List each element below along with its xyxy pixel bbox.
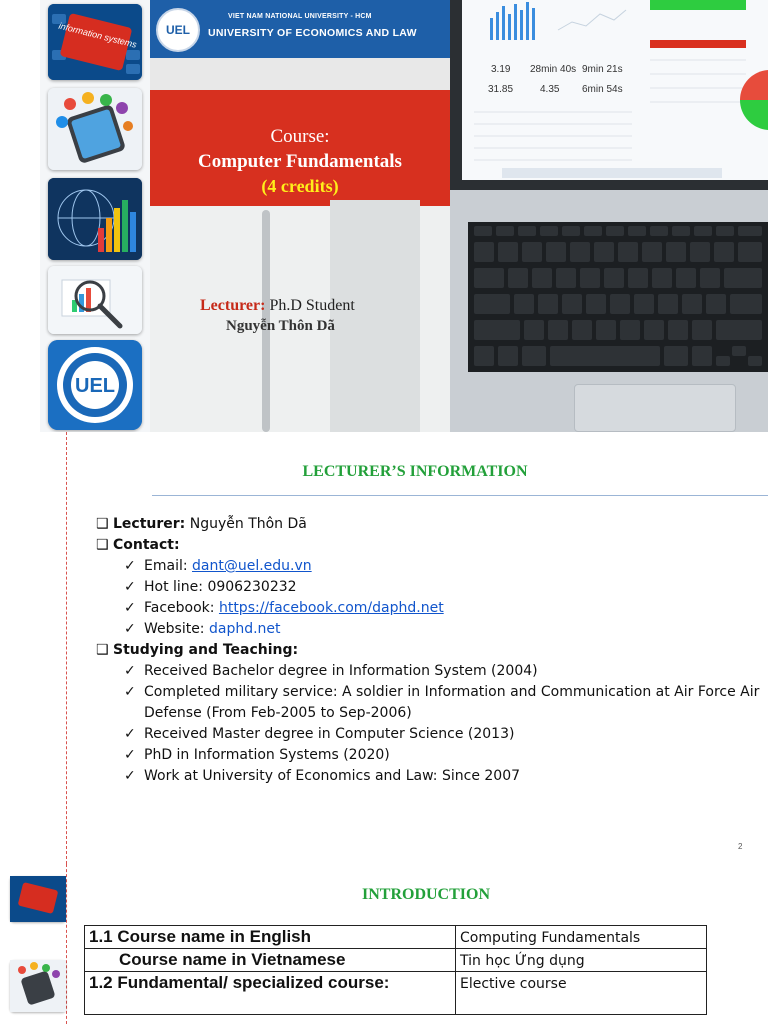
information-systems-thumbnail (48, 4, 142, 80)
list-item (96, 724, 766, 745)
screen-stat: 4.35 (540, 84, 560, 95)
list-item (96, 661, 766, 682)
list-item (96, 598, 766, 619)
mobile-apps-thumbnail (48, 88, 142, 170)
banner-divider (150, 58, 450, 90)
checkbox-bullet-icon: ❑ (96, 642, 109, 658)
checkmark-icon: ✓ (124, 768, 136, 784)
list-item (96, 640, 766, 661)
list-item (96, 535, 766, 556)
lecturer-label: Lecturer: (200, 297, 266, 314)
checkbox-bullet-icon: ❑ (96, 516, 109, 532)
checkbox-bullet-icon: ❑ (96, 537, 109, 553)
table-row (85, 972, 707, 1015)
checkmark-icon: ✓ (124, 600, 136, 616)
table-key: 1.2 Fundamental/ specialized course: (85, 972, 456, 1015)
mobile-apps-thumbnail (10, 960, 66, 1012)
uel-logo-text: UEL (75, 375, 115, 397)
screen-stat: 6min 54s (582, 84, 623, 95)
career-item: Received Bachelor degree in Information System (2004) (144, 663, 538, 679)
studying-label: Studying and Teaching: (113, 642, 299, 658)
screen-stat: 31.85 (488, 84, 514, 95)
career-item: PhD in Information Systems (2020) (144, 747, 390, 763)
lecturer-label: Lecturer: (113, 516, 186, 532)
career-item: Work at University of Economics and Law: Since 2007 (144, 768, 521, 784)
notepad-image (330, 200, 420, 432)
slide-title: INTRODUCTION (361, 886, 490, 903)
list-item (96, 514, 766, 535)
checkmark-icon: ✓ (124, 663, 136, 679)
hotline-text: Hot line: 0906230232 (144, 579, 297, 595)
data-globe-thumbnail (48, 178, 142, 260)
title-divider (152, 495, 768, 496)
course-info-table (84, 925, 707, 1015)
list-item (96, 619, 766, 640)
checkmark-icon: ✓ (124, 684, 136, 700)
analytics-magnifier-thumbnail (48, 266, 142, 334)
margin-guide (66, 432, 67, 864)
uel-header-logo: UEL (156, 8, 200, 52)
website-label: Website: (144, 621, 205, 637)
website-link[interactable]: daphd.net (208, 621, 281, 637)
list-item (96, 745, 766, 766)
screen-stat: 3.19 (491, 64, 511, 75)
course-name: Computer Fundamentals (198, 151, 402, 172)
introduction-slide (0, 864, 768, 1024)
course-credits: (4 credits) (261, 176, 339, 196)
table-value: Elective course (456, 972, 707, 1015)
vnu-heading: VIET NAM NATIONAL UNIVERSITY - HCM (228, 13, 372, 20)
checkmark-icon: ✓ (124, 726, 136, 742)
list-item (96, 556, 766, 577)
table-row (85, 949, 707, 972)
lecturer-line (200, 297, 355, 315)
email-label: Email: (144, 558, 188, 574)
university-name: UNIVERSITY OF ECONOMICS AND LAW (208, 27, 417, 39)
lecturer-info-slide (0, 432, 768, 864)
keyboard (468, 222, 768, 372)
lecturer-title: Ph.D Student (269, 297, 355, 314)
course-label: Course: (270, 126, 330, 147)
email-link[interactable]: dant@uel.edu.vn (192, 558, 312, 574)
thumb-info-label: information systems (57, 20, 138, 50)
lecturer-name: Nguyễn Thôn Dã (189, 516, 307, 532)
lecturer-info-list (96, 514, 766, 787)
screen-stat: 9min 21s (582, 64, 623, 75)
trackpad (574, 384, 736, 432)
table-value: Computing Fundamentals (456, 926, 707, 949)
checkmark-icon: ✓ (124, 579, 136, 595)
facebook-label: Facebook: (144, 600, 215, 616)
table-key: 1.1 Course name in English (85, 926, 456, 949)
table-row (85, 926, 707, 949)
list-item (96, 577, 766, 598)
title-slide (0, 0, 768, 432)
table-key: Course name in Vietnamese (85, 949, 456, 972)
list-item (96, 766, 766, 787)
slide-title: LECTURER’S INFORMATION (302, 463, 528, 480)
contact-label: Contact: (113, 537, 180, 553)
lecturer-name: Nguyễn Thôn Dã (226, 318, 335, 334)
screen-stat: 28min 40s (530, 64, 577, 75)
career-item: Received Master degree in Computer Science (2013) (144, 726, 515, 742)
page-number: 2 (738, 842, 743, 851)
list-item (96, 682, 766, 724)
uel-logo (48, 340, 142, 430)
table-value: Tin học Ứng dụng (456, 949, 707, 972)
facebook-link[interactable]: https://facebook.com/daphd.net (218, 600, 444, 616)
checkmark-icon: ✓ (124, 621, 136, 637)
checkmark-icon: ✓ (124, 747, 136, 763)
career-item: Completed military service: A soldier in Information and Communication at Air Force Air Defense (From Feb-2005 to Sep-2006) (144, 684, 760, 721)
checkmark-icon: ✓ (124, 558, 136, 574)
